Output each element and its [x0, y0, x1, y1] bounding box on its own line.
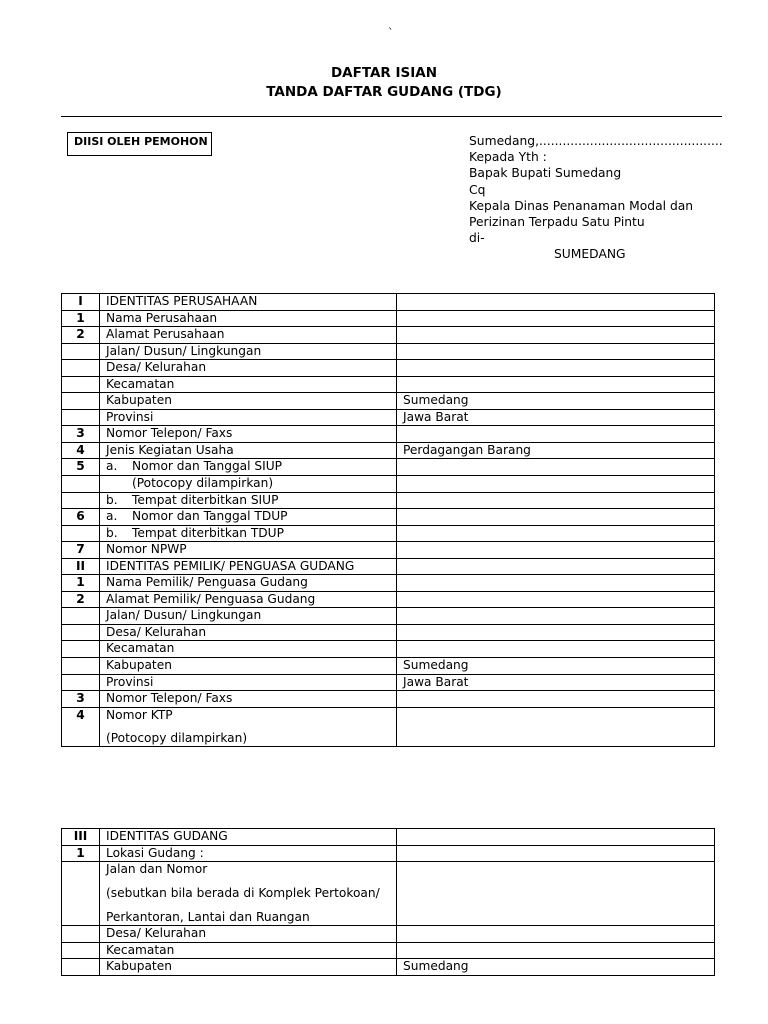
value-field[interactable]	[397, 459, 715, 476]
row-number: 2	[62, 327, 100, 344]
table-row	[62, 674, 715, 691]
label-text: Nomor dan Tanggal TDUP	[132, 509, 288, 524]
row-number: 1	[62, 845, 100, 862]
value-field[interactable]	[397, 310, 715, 327]
table-row	[62, 294, 715, 311]
row-label	[100, 674, 397, 691]
row-number	[62, 658, 100, 675]
table-row	[62, 942, 715, 959]
row-label	[100, 327, 397, 344]
table-row	[62, 608, 715, 625]
recipient-salutation: Kepada Yth :	[469, 150, 547, 165]
row-number	[62, 393, 100, 410]
row-label	[100, 575, 397, 592]
row-label	[100, 658, 397, 675]
row-label	[100, 829, 397, 846]
table-row	[62, 707, 715, 746]
sub-item-marker: b.	[106, 525, 118, 540]
row-label	[100, 476, 397, 493]
row-label	[100, 393, 397, 410]
label-text: Jalan dan Nomor	[106, 862, 208, 877]
label-text: Tempat diterbitkan TDUP	[132, 525, 284, 540]
table-row	[62, 641, 715, 658]
row-number	[62, 409, 100, 426]
value-field[interactable]	[397, 343, 715, 360]
value-field[interactable]	[397, 707, 715, 746]
table-row	[62, 845, 715, 862]
row-label	[100, 459, 397, 476]
table-row	[62, 525, 715, 542]
value-field[interactable]	[397, 426, 715, 443]
label-text: (Potocopy dilampirkan)	[106, 730, 248, 745]
table-row	[62, 442, 715, 459]
applicant-label-box: DIISI OLEH PEMOHON	[67, 132, 212, 156]
row-number	[62, 641, 100, 658]
value-field[interactable]	[397, 492, 715, 509]
value-field[interactable]	[397, 942, 715, 959]
label-text: (sebutkan bila berada di Komplek Pertokoan/	[106, 886, 380, 901]
table-row	[62, 862, 715, 926]
value-field[interactable]	[397, 360, 715, 377]
row-number: III	[62, 829, 100, 846]
row-label	[100, 294, 397, 311]
value-field[interactable]	[397, 608, 715, 625]
label-text: Nomor dan Tanggal SIUP	[132, 459, 283, 474]
row-label	[100, 942, 397, 959]
table-row	[62, 426, 715, 443]
value-field[interactable]	[397, 591, 715, 608]
row-label	[100, 691, 397, 708]
row-label	[100, 409, 397, 426]
label-text: Nama Pemilik/ Penguasa Gudang	[106, 575, 308, 590]
row-number	[62, 376, 100, 393]
table-row	[62, 360, 715, 377]
value-field[interactable]	[397, 926, 715, 943]
table-row	[62, 959, 715, 976]
label-text: Alamat Perusahaan	[106, 327, 225, 342]
row-number	[62, 343, 100, 360]
row-label	[100, 509, 397, 526]
table-row	[62, 624, 715, 641]
table-row	[62, 542, 715, 559]
value-field[interactable]: Jawa Barat	[397, 674, 715, 691]
header-divider	[61, 116, 722, 117]
table-row	[62, 492, 715, 509]
value-field[interactable]	[397, 294, 715, 311]
value-field[interactable]	[397, 845, 715, 862]
sub-item-marker: b.	[106, 492, 118, 507]
value-field[interactable]: Jawa Barat	[397, 409, 715, 426]
value-field[interactable]: Sumedang	[397, 393, 715, 410]
row-number: 5	[62, 459, 100, 476]
value-field[interactable]: Sumedang	[397, 658, 715, 675]
company-identity-table	[61, 293, 715, 747]
row-label	[100, 959, 397, 976]
label-text: Kabupaten	[106, 658, 172, 673]
table-row	[62, 829, 715, 846]
table-row	[62, 310, 715, 327]
sub-item-marker: a.	[106, 509, 118, 524]
row-label	[100, 442, 397, 459]
label-text: Nomor NPWP	[106, 542, 187, 557]
recipient-line: di-	[469, 231, 485, 246]
row-label	[100, 360, 397, 377]
label-text: Kecamatan	[106, 942, 175, 957]
table-row	[62, 658, 715, 675]
row-label	[100, 608, 397, 625]
value-field[interactable]	[397, 376, 715, 393]
value-field[interactable]: Sumedang	[397, 959, 715, 976]
table-row	[62, 376, 715, 393]
label-text: Jenis Kegiatan Usaha	[106, 442, 234, 457]
value-field[interactable]	[397, 476, 715, 493]
row-label	[100, 426, 397, 443]
row-label	[100, 641, 397, 658]
row-number: 4	[62, 442, 100, 459]
sub-item-marker: a.	[106, 459, 118, 474]
address-block	[469, 133, 729, 263]
value-field[interactable]	[397, 624, 715, 641]
value-field[interactable]	[397, 862, 715, 926]
row-number: 6	[62, 509, 100, 526]
row-number: 1	[62, 310, 100, 327]
table-row	[62, 476, 715, 493]
table-row	[62, 575, 715, 592]
recipient-line: Bapak Bupati Sumedang	[469, 166, 622, 181]
row-label	[100, 558, 397, 575]
label-text: Tempat diterbitkan SIUP	[132, 492, 279, 507]
row-label	[100, 862, 397, 926]
value-field[interactable]	[397, 525, 715, 542]
table-row	[62, 591, 715, 608]
row-number	[62, 862, 100, 926]
value-field[interactable]: Perdagangan Barang	[397, 442, 715, 459]
recipient-line: Kepala Dinas Penanaman Modal dan	[469, 198, 694, 213]
row-number: I	[62, 294, 100, 311]
row-number	[62, 492, 100, 509]
row-number	[62, 926, 100, 943]
row-number: 3	[62, 691, 100, 708]
row-label	[100, 343, 397, 360]
label-text: Jalan/ Dusun/ Lingkungan	[106, 608, 262, 623]
row-label	[100, 845, 397, 862]
label-text: Nomor Telepon/ Faxs	[106, 426, 233, 441]
label-text: Provinsi	[106, 409, 154, 424]
label-text: Perkantoran, Lantai dan Ruangan	[106, 910, 310, 925]
label-text: Kecamatan	[106, 641, 175, 656]
label-text: IDENTITAS PEMILIK/ PENGUASA GUDANG	[106, 558, 355, 573]
label-text: Kabupaten	[106, 959, 172, 974]
label-text: Nomor KTP	[106, 707, 173, 722]
row-number	[62, 942, 100, 959]
label-text: Nomor Telepon/ Faxs	[106, 691, 233, 706]
value-field[interactable]	[397, 641, 715, 658]
document-subtitle: TANDA DAFTAR GUDANG (TDG)	[266, 84, 502, 100]
label-text: (Potocopy dilampirkan)	[132, 476, 274, 491]
label-text: IDENTITAS GUDANG	[106, 829, 228, 843]
value-field[interactable]	[397, 558, 715, 575]
label-text: Desa/ Kelurahan	[106, 360, 207, 375]
row-number	[62, 525, 100, 542]
table-row	[62, 327, 715, 344]
table-row	[62, 409, 715, 426]
row-number	[62, 959, 100, 976]
row-label	[100, 926, 397, 943]
row-number: II	[62, 558, 100, 575]
table-row	[62, 926, 715, 943]
place-date-line[interactable]: Sumedang,...............................................	[469, 134, 723, 148]
label-text: Kabupaten	[106, 393, 172, 408]
table-row	[62, 393, 715, 410]
row-number: 7	[62, 542, 100, 559]
table-row	[62, 509, 715, 526]
row-number: 3	[62, 426, 100, 443]
document-title: DAFTAR ISIAN	[330, 65, 438, 81]
row-number: 4	[62, 707, 100, 746]
table-row	[62, 558, 715, 575]
label-text: Nama Perusahaan	[106, 310, 218, 325]
row-number	[62, 476, 100, 493]
value-field[interactable]	[397, 327, 715, 344]
row-label	[100, 376, 397, 393]
value-field[interactable]	[397, 829, 715, 846]
value-field[interactable]	[397, 691, 715, 708]
stray-mark: `	[388, 26, 394, 39]
recipient-line: Perizinan Terpadu Satu Pintu	[469, 215, 645, 230]
label-text: Desa/ Kelurahan	[106, 926, 207, 941]
row-label	[100, 492, 397, 509]
row-label	[100, 624, 397, 641]
row-label	[100, 525, 397, 542]
value-field[interactable]	[397, 542, 715, 559]
label-text: Jalan/ Dusun/ Lingkungan	[106, 343, 262, 358]
row-number	[62, 360, 100, 377]
recipient-line: Cq	[469, 182, 486, 197]
row-number: 2	[62, 591, 100, 608]
warehouse-identity-table	[61, 828, 715, 976]
row-number	[62, 608, 100, 625]
recipient-city: SUMEDANG	[554, 247, 626, 262]
row-label	[100, 542, 397, 559]
row-number	[62, 624, 100, 641]
row-label	[100, 707, 397, 746]
label-text: Provinsi	[106, 674, 154, 689]
label-text: IDENTITAS PERUSAHAAN	[106, 294, 258, 308]
value-field[interactable]	[397, 575, 715, 592]
row-number	[62, 674, 100, 691]
table-row	[62, 343, 715, 360]
row-label	[100, 591, 397, 608]
label-text: Desa/ Kelurahan	[106, 624, 207, 639]
table-row	[62, 691, 715, 708]
row-number: 1	[62, 575, 100, 592]
row-label	[100, 310, 397, 327]
label-text: Alamat Pemilik/ Penguasa Gudang	[106, 591, 316, 606]
table-row	[62, 459, 715, 476]
label-text: Kecamatan	[106, 376, 175, 391]
label-text: Lokasi Gudang :	[106, 845, 204, 860]
value-field[interactable]	[397, 509, 715, 526]
